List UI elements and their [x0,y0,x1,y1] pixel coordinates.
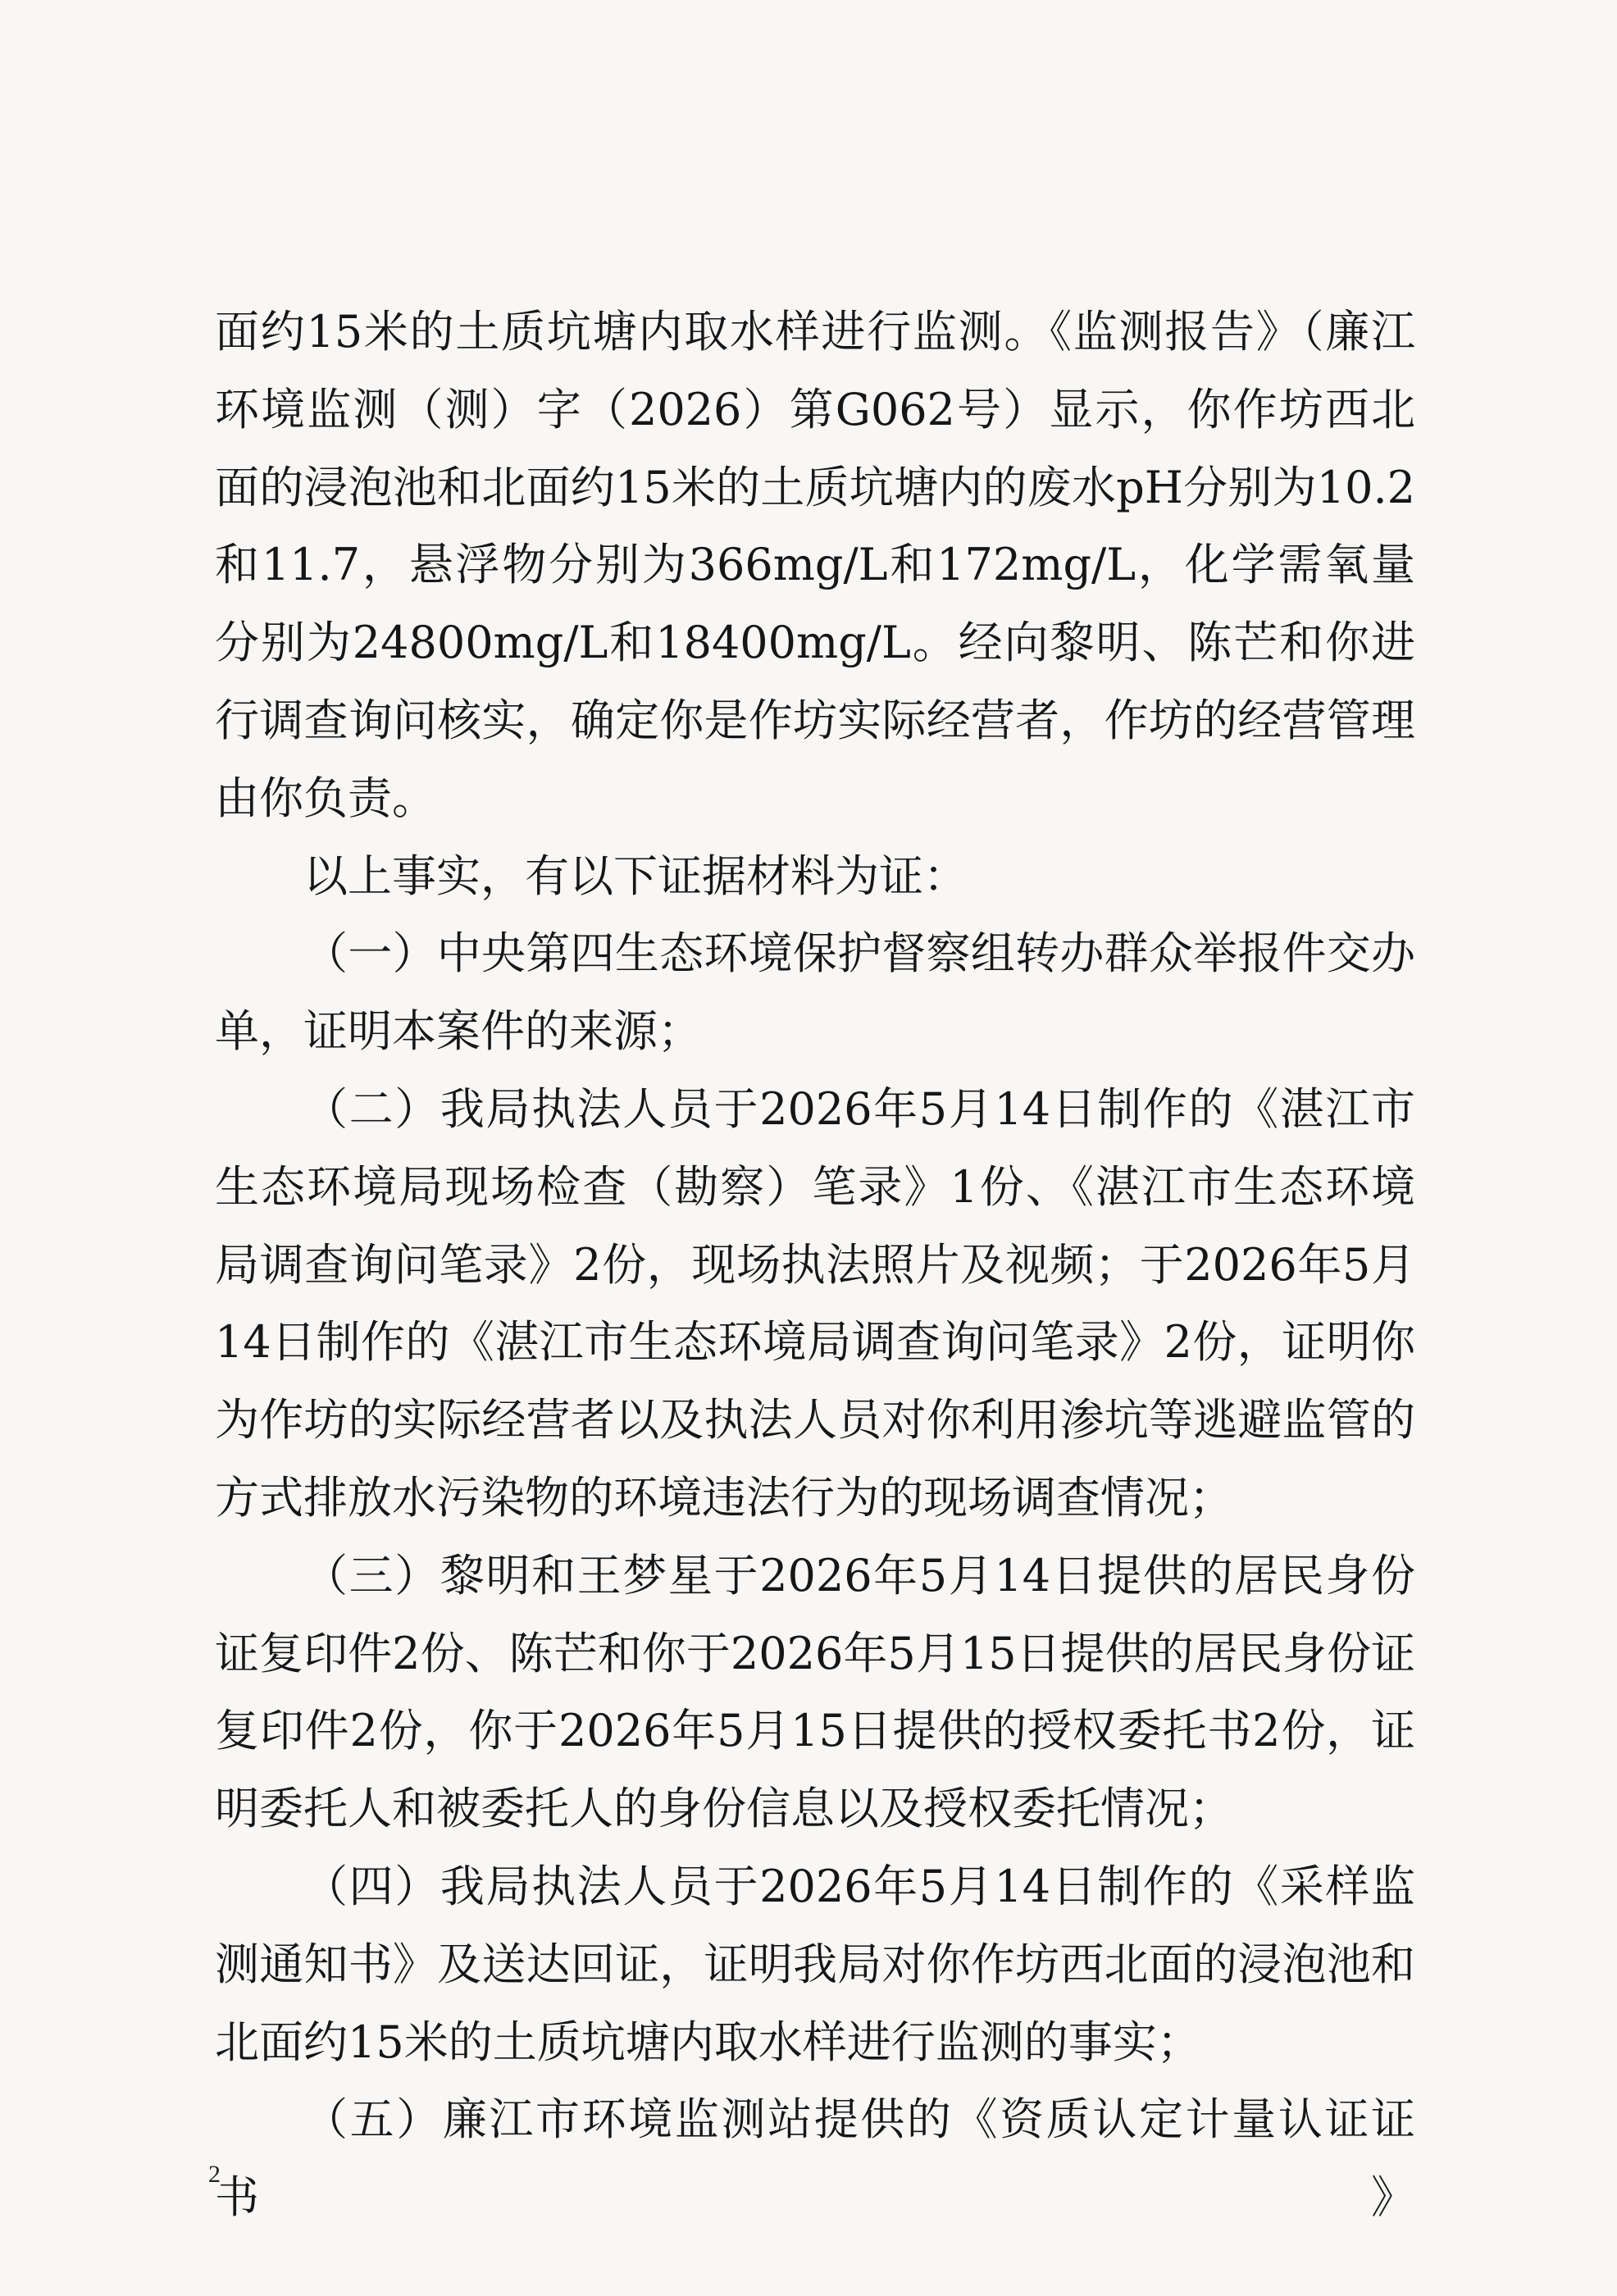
page-number: 2 [208,2161,221,2188]
paragraph-monitoring-results: 面约15米的土质坑塘内取水样进行监测。《监测报告》（廉江环境监测（测）字（2026）第G062号）显示，你作坊西北面的浸泡池和北面约15米的土质坑塘内的废水pH分别为10.2和11.7，悬浮物分别为366mg/L和172mg/L，化学需氧量分别为24800mg/L和18400mg/L。经向黎明、陈芒和你进行调查询问核实，确定你是作坊实际经营者，作坊的经营管理由你负责。 [215,306,1415,824]
paragraph-evidence-2: （二）我局执法人员于2026年5月14日制作的《湛江市生态环境局现场检查（勘察）笔录》1份、《湛江市生态环境局调查询问笔录》2份，现场执法照片及视频；于2026年5月14日制作的《湛江市生态环境局调查询问笔录》2份，证明你为作坊的实际经营者以及执法人员对你利用渗坑等逃避监管的方式排放水污染物的环境违法行为的现场调查情况； [215,1082,1415,1524]
document-body [215,294,1415,2237]
paragraph-evidence-5: （五）廉江市环境监测站提供的《资质认定计量认证证书》 [215,2093,1415,2224]
paragraph-evidence-1: （一）中央第四生态环境保护督察组转办群众举报件交办单，证明本案件的来源； [215,927,1415,1058]
paragraph-evidence-4: （四）我局执法人员于2026年5月14日制作的《采样监测通知书》及送达回证，证明我局对你作坊西北面的浸泡池和北面约15米的土质坑塘内取水样进行监测的事实； [215,1860,1415,2068]
paragraph-evidence-intro: 以上事实，有以下证据材料为证： [303,850,968,902]
paragraph-evidence-3: （三）黎明和王梦星于2026年5月14日提供的居民身份证复印件2份、陈芒和你于2026年5月15日提供的居民身份证复印件2份，你于2026年5月15日提供的授权委托书2份，证明委托人和被委托人的身份信息以及授权委托情况； [215,1549,1415,1835]
